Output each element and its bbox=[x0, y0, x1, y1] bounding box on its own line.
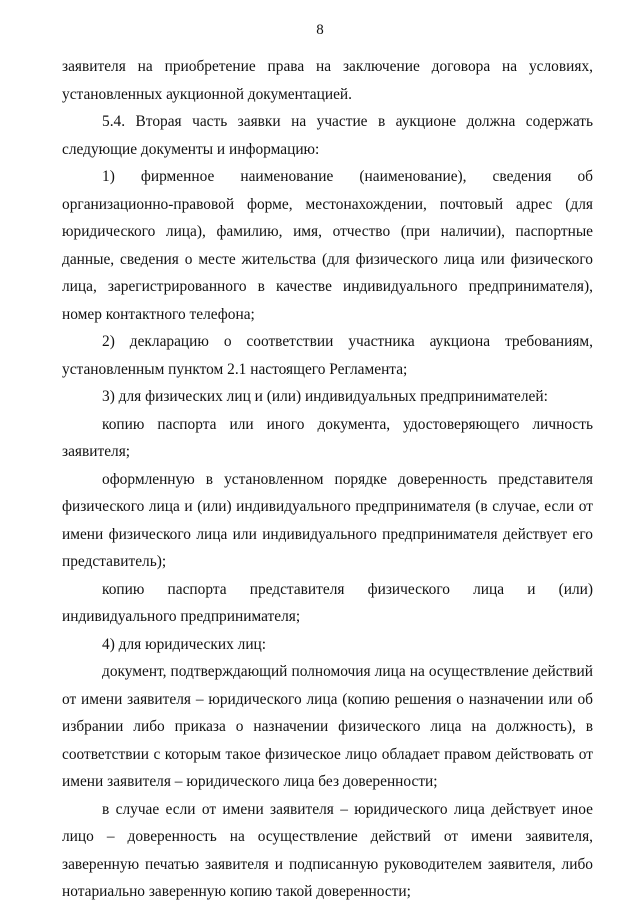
document-body bbox=[62, 53, 593, 906]
paragraph: заявителя на приобретение права на заключение договора на условиях, установленных аукционной документацией. bbox=[62, 58, 593, 103]
paragraph: 4) для юридических лиц: bbox=[102, 635, 267, 653]
paragraph: оформленную в установленном порядке доверенность представителя физического лица и (или) индивидуального предпринимателя (в случае, если от имени физического лица или индивидуального предпринимателя действует его представитель); bbox=[62, 470, 593, 570]
paragraph: в случае если от имени заявителя – юридического лица действует иное лицо – доверенность на осуществление действий от имени заявителя, заверенную печатью заявителя и подписанную руководителем заявителя, либо нотариально заверенную копию такой доверенности; bbox=[62, 800, 593, 900]
paragraph: 1) фирменное наименование (наименование), сведения об организационно-правовой форме, местонахождении, почтовый адрес (для юридического лица), фамилию, имя, отчество (при наличии), паспортные данные, сведения о месте жительства (для физического лица или физического лица, зарегистрированного в качестве индивидуального предпринимателя), номер контактного телефона; bbox=[62, 168, 593, 323]
page-number: 8 bbox=[316, 22, 324, 38]
paragraph: копию паспорта или иного документа, удостоверяющего личность заявителя; bbox=[62, 415, 593, 460]
paragraph: копию паспорта представителя физического лица и (или) индивидуального предпринимателя; bbox=[62, 580, 593, 625]
paragraph: 5.4. Вторая часть заявки на участие в аукционе должна содержать следующие документы и информацию: bbox=[62, 113, 593, 158]
paragraph: 3) для физических лиц и (или) индивидуальных предпринимателей: bbox=[102, 388, 548, 405]
paragraph: документ, подтверждающий полномочия лица на осуществление действий от имени заявителя – юридического лица (копию решения о назначении или об избрании либо приказа о назначении физического лица на должность), в соответствии с которым такое физическое лицо обладает правом действовать от имени заявителя – юридического лица без доверенности; bbox=[62, 663, 593, 790]
paragraph: 2) декларацию о соответствии участника аукциона требованиям, установленным пунктом 2.1 настоящего Регламента; bbox=[62, 333, 593, 378]
